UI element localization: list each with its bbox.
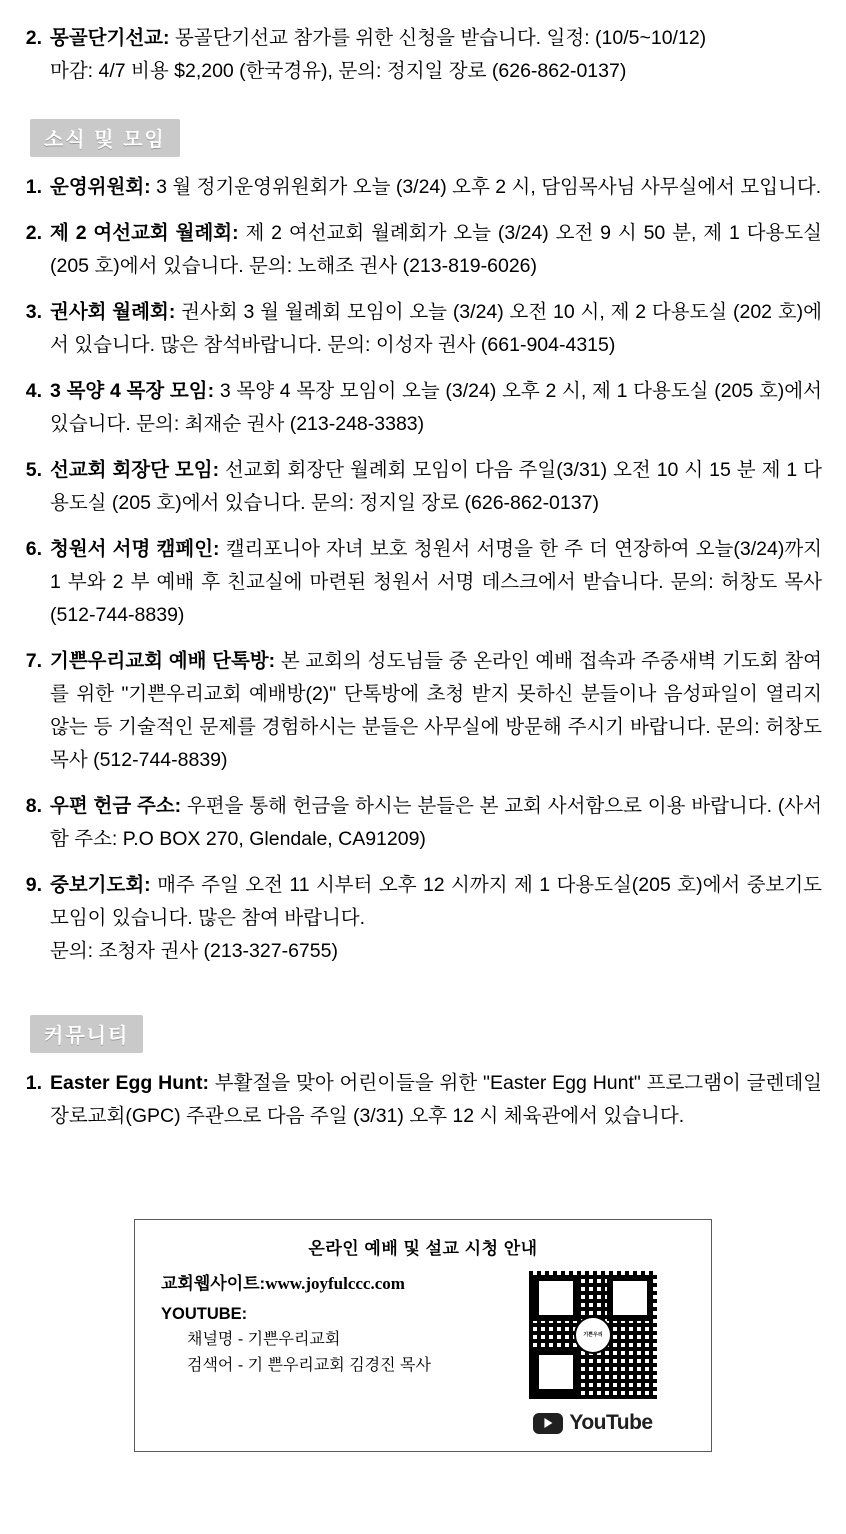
news-list	[24, 171, 822, 968]
list-item-text: 제 2 여선교회 월례회가 오늘 (3/24) 오전 9 시 50 분, 제 1 다용도실 (205 호)에서 있습니다. 문의: 노해조 권사 (213-819-6026)	[50, 222, 822, 277]
list-item-continuation: 마감: 4/7 비용 $2,200 (한국경유), 문의: 정지일 장로 (626-862-0137)	[50, 60, 627, 82]
card-text-column	[153, 1271, 493, 1379]
list-item-number: 1.	[25, 176, 42, 198]
list-item-body	[50, 217, 822, 283]
list-item-number: 6.	[25, 538, 42, 560]
list-item-number: 4.	[25, 380, 42, 402]
list-item	[24, 171, 822, 204]
list-item	[24, 454, 822, 520]
community-list	[24, 1067, 822, 1133]
list-item-lead: 3 목양 4 목장 모임:	[50, 380, 215, 402]
list-item-text: 3 목양 4 목장 모임이 오늘 (3/24) 오후 2 시, 제 1 다용도실 (205 호)에서 있습니다. 문의: 최재순 권사 (213-248-3383)	[50, 380, 822, 435]
list-item	[24, 22, 822, 88]
list-item-body	[50, 790, 822, 856]
section-header-community: 커뮤니티	[30, 1015, 143, 1053]
card-title: 온라인 예배 및 설교 시청 안내	[308, 1239, 538, 1258]
list-item-number: 2.	[25, 222, 42, 244]
qr-center-logo: 기쁜우리	[574, 1316, 612, 1354]
list-item-lead: 우편 헌금 주소:	[50, 795, 182, 817]
list-item-lead: 권사회 월례회:	[50, 301, 176, 323]
youtube-search-line: 검색어 - 기 쁜우리교회 김경진 목사	[187, 1357, 431, 1374]
list-item-lead: 운영위원회:	[50, 176, 151, 198]
qr-finder-bottom-left	[533, 1349, 579, 1395]
list-item-number: 5.	[25, 459, 42, 481]
list-item-body	[50, 22, 822, 88]
list-item-text: 몽골단기선교 참가를 위한 신청을 받습니다. 일정: (10/5~10/12)	[169, 27, 707, 49]
list-item-body	[50, 454, 822, 520]
list-item-text: 캘리포니아 자녀 보호 청원서 서명을 한 주 더 연장하여 오늘(3/24)까지 1 부와 2 부 예배 후 친교실에 마련된 청원서 서명 데스크에서 받습니다. 문의: 허창도 목사 (512-744-8839)	[50, 538, 822, 626]
youtube-channel-line: 채널명 - 기쁜우리교회	[187, 1331, 341, 1348]
list-item-number: 9.	[25, 874, 42, 896]
website-url[interactable]: www.joyfulccc.com	[265, 1274, 405, 1293]
list-item-lead: Easter Egg Hunt:	[50, 1072, 210, 1094]
list-item-lead: 선교회 회장단 모임:	[50, 459, 220, 481]
youtube-badge[interactable]	[533, 1411, 652, 1435]
list-item-text: 본 교회의 성도님들 중 온라인 예배 접속과 주중새벽 기도회 참여를 위한 "기쁜우리교회 예배방(2)" 단톡방에 초청 받지 못하신 분들이나 음성파일이 열리지 않는 등 기술적인 문제를 경험하시는 분들은 사무실에 방문해 주시기 바랍니다. 문의: 허창도 목사 (512-744-8839)	[50, 650, 822, 771]
list-item-body	[50, 869, 822, 968]
list-item-text: 우편을 통해 헌금을 하시는 분들은 본 교회 사서함으로 이용 바랍니다. (사서함 주소: P.O BOX 270, Glendale, CA91209)	[50, 795, 822, 850]
list-item-lead: 제 2 여선교회 월례회:	[50, 222, 239, 244]
list-item-text: 권사회 3 월 월례회 모임이 오늘 (3/24) 오전 10 시, 제 2 다용도실 (202 호)에서 있습니다. 많은 참석바랍니다. 문의: 이성자 권사 (661-904-4315)	[50, 301, 822, 356]
list-item	[24, 645, 822, 777]
list-item-body	[50, 375, 822, 441]
list-item	[24, 296, 822, 362]
list-item	[24, 533, 822, 632]
list-item-number: 3.	[25, 301, 42, 323]
list-item	[24, 375, 822, 441]
card-columns	[153, 1271, 693, 1435]
list-item-lead: 몽골단기선교:	[50, 27, 170, 49]
list-item-body	[50, 533, 822, 632]
website-label: 교회웹사이트:	[161, 1274, 266, 1293]
list-item-lead: 청원서 서명 캠페인:	[50, 538, 220, 560]
online-worship-card	[134, 1219, 712, 1452]
list-item-body	[50, 1067, 822, 1133]
list-item	[24, 869, 822, 968]
list-item-number: 2.	[25, 27, 42, 49]
list-item-body	[50, 171, 822, 204]
list-item-body	[50, 296, 822, 362]
list-item-lead: 중보기도회:	[50, 874, 151, 896]
section-header-news: 소식 및 모임	[30, 119, 180, 157]
list-item-text: 부활절을 맞아 어린이들을 위한 "Easter Egg Hunt" 프로그램이 글렌데일장로교회(GPC) 주관으로 다음 주일 (3/31) 오후 12 시 체육관에서 있습니다.	[50, 1072, 822, 1127]
list-item-number: 7.	[25, 650, 42, 672]
list-item	[24, 1067, 822, 1133]
list-item	[24, 790, 822, 856]
list-item-continuation: 문의: 조청자 권사 (213-327-6755)	[50, 940, 338, 962]
list-item	[24, 217, 822, 283]
list-item-lead: 기쁜우리교회 예배 단톡방:	[50, 650, 276, 672]
card-qr-column	[493, 1271, 693, 1435]
youtube-label: YOUTUBE:	[161, 1305, 248, 1323]
list-item-number: 8.	[25, 795, 42, 817]
list-item-text: 선교회 회장단 월례회 모임이 다음 주일(3/31) 오전 10 시 15 분 제 1 다용도실 (205 호)에서 있습니다. 문의: 정지일 장로 (626-862-0137)	[50, 459, 822, 514]
online-worship-card-wrap	[24, 1219, 822, 1452]
top-continued-section	[24, 22, 822, 88]
list-item-text: 3 월 정기운영위원회가 오늘 (3/24) 오후 2 시, 담임목사님 사무실에서 모입니다.	[150, 176, 822, 198]
website-line	[161, 1271, 493, 1297]
list-item-number: 1.	[25, 1072, 42, 1094]
youtube-play-icon	[533, 1413, 563, 1434]
list-item-text: 매주 주일 오전 11 시부터 오후 12 시까지 제 1 다용도실(205 호)에서 중보기도모임이 있습니다. 많은 참여 바랍니다.	[50, 874, 822, 929]
youtube-badge-label: YouTube	[569, 1411, 653, 1434]
qr-code-icon[interactable]	[529, 1271, 657, 1399]
list-item-body	[50, 645, 822, 777]
